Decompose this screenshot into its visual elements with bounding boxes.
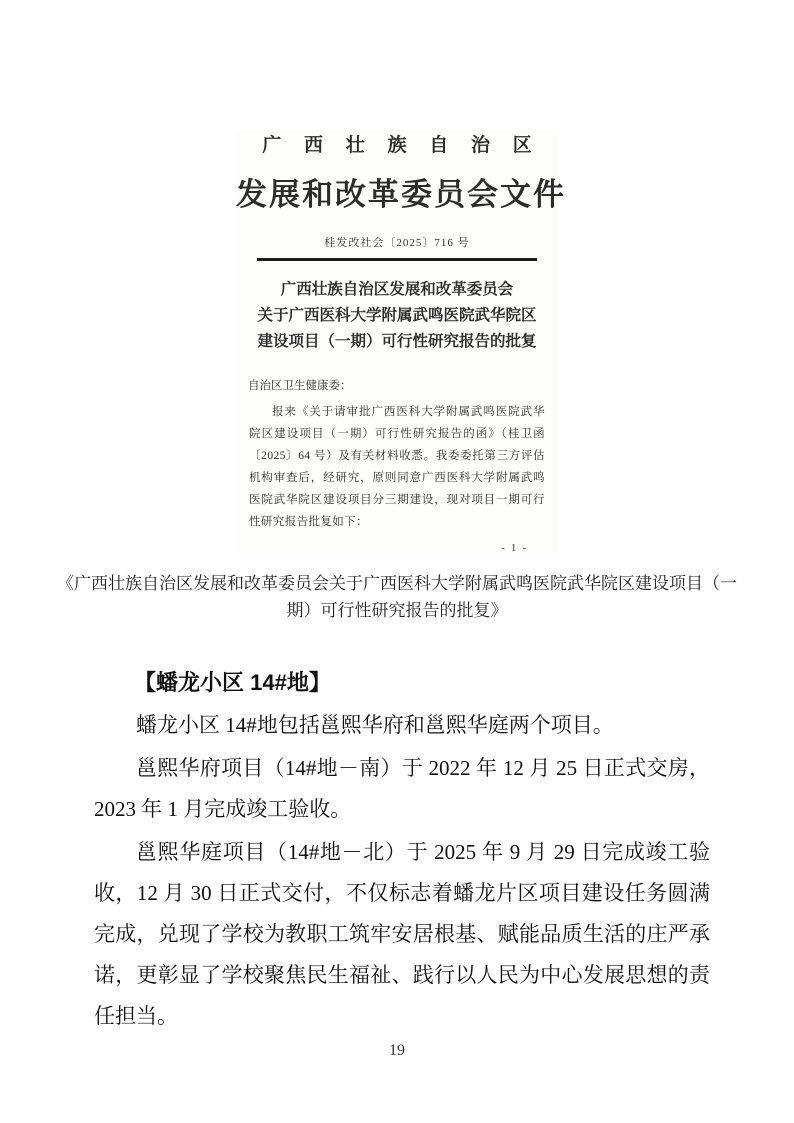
scan-title-line-3: 建设项目（一期）可行性研究报告的批复 [257,333,537,350]
report-body [94,662,710,1037]
scan-caption: 《广西壮族自治区发展和改革委员会关于广西医科大学附属武鸣医院武华院区建设项目（一期）可行性研究报告的批复》 [57,574,737,620]
body-paragraph: 邕熙华府项目（14#地－南）于 2022 年 12 月 25 日正式交房，2023 年 1 月完成竣工验收。 [94,756,710,821]
scan-issuing-agency: 发展和改革委员会文件 [236,177,566,212]
scan-body-paragraph: 报来《关于请审批广西医科大学附属武鸣医院武华院区建设项目（一期）可行性研究报告的函》（桂卫函〔2025〕64 号）及有关材料收悉。我委委托第三方评估机构审查后，经研究，原则同意广西医科大学附属武鸣医院武华院区建设项目分三期建设，现对项目一期可行性研究报告批复如下： [249,406,545,528]
scan-salutation: 自治区卫生健康委： [248,380,352,392]
scan-document-number: 桂发改社会〔2025〕716 号 [324,237,470,249]
page-number: 19 [389,1042,405,1059]
scanned-official-document [236,130,566,554]
scan-document-title [236,277,558,355]
scan-title-line-1: 广西壮族自治区发展和改革委员会 [280,281,514,298]
scan-red-head-rule [257,258,537,261]
scan-issuing-region: 广 西 壮 族 自 治 区 [262,135,541,156]
body-paragraph: 邕熙华庭项目（14#地－北）于 2025 年 9 月 29 日完成竣工验收，12 月 30 日正式交付，不仅标志着蟠龙片区项目建设任务圆满完成，兑现了学校为教职工筑牢安居根基、赋能品质生活的庄严承诺，更彰显了学校聚焦民生福祉、践行以人民为中心发展思想的责任担当。 [94,840,710,1028]
section-heading-panlong-plot14: 【蟠龙小区 14#地】 [134,670,331,695]
scan-title-line-2: 关于广西医科大学附属武鸣医院武华院区 [257,307,537,324]
body-paragraph: 蟠龙小区 14#地包括邕熙华府和邕熙华庭两个项目。 [136,713,614,737]
scan-page-marker: - 1 - [501,543,528,554]
